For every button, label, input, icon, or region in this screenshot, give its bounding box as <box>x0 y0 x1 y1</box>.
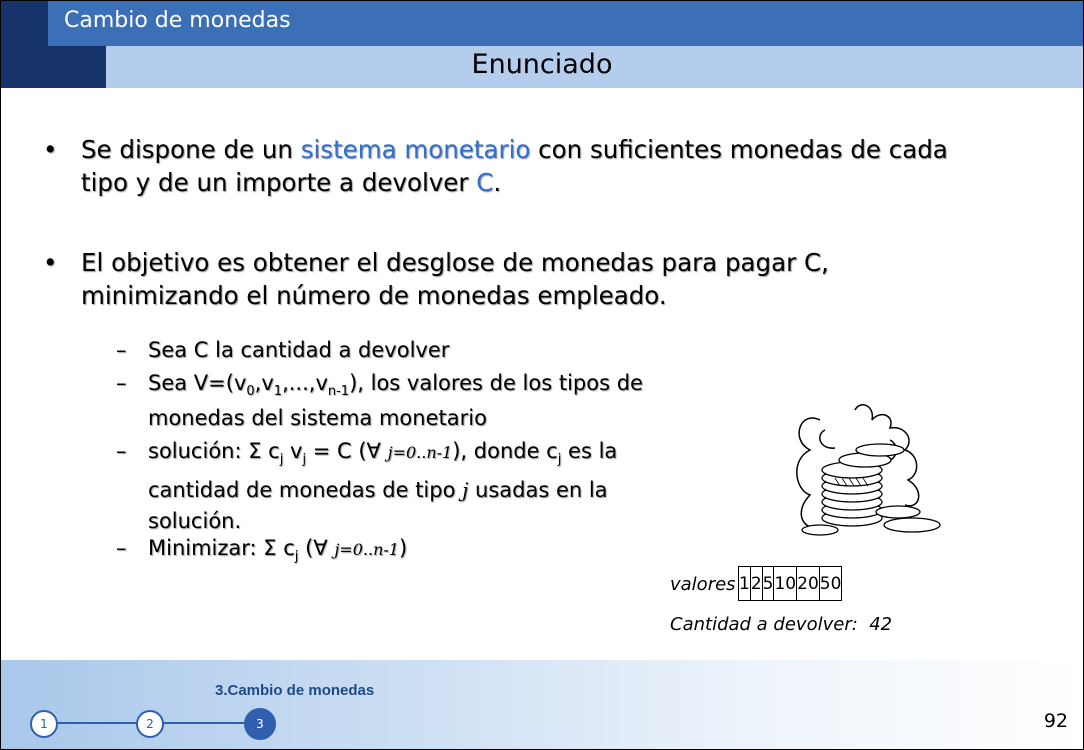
amount-value: 42 <box>869 614 893 635</box>
values-label: valores <box>670 574 736 595</box>
bullet-1: • Se dispone de un sistema monetario con suficientes monedas de cada tipo y de un importe a devolver C. <box>43 135 948 197</box>
bullet-dot: • <box>43 248 58 277</box>
section-label: 3.Cambio de monedas <box>215 682 375 699</box>
slide-title: Enunciado <box>471 49 613 80</box>
highlight-c: C <box>476 168 494 197</box>
subitem-1: – Sea C la cantidad a devolver <box>116 338 450 362</box>
value-cell: 2 <box>750 567 762 601</box>
subitem-3: – solución: Σ $c_j$ $v_j = C$ (∀ j=0..n-1), donde $c_j$ es la cantidad de monedas de tipo j usadas en la solución. <box>116 439 618 534</box>
value-cell: 5 <box>762 567 774 601</box>
subitem-2: – Sea $V=(v_0,v_1,...,v_{n-1})$, los valores de los tipos de monedas del sistema monetario <box>116 371 643 431</box>
step-3-button[interactable]: 3 <box>244 708 276 740</box>
coins-illustration <box>780 400 950 545</box>
highlight-sistema-monetario: sistema monetario <box>300 135 531 164</box>
step-1-button[interactable]: 1 <box>30 710 58 738</box>
footer-band <box>0 660 1084 750</box>
value-cell: 1 <box>739 567 751 601</box>
app-title: Cambio de monedas <box>64 8 291 33</box>
page-number: 92 <box>1043 710 1068 732</box>
bullet-dot: • <box>43 135 58 164</box>
amount-label: Cantidad a devolver: <box>670 614 858 635</box>
value-cell: 50 <box>819 567 842 601</box>
value-cell: 10 <box>774 567 797 601</box>
amount-to-return <box>670 614 892 635</box>
values-row <box>739 567 842 601</box>
values-table <box>738 566 842 601</box>
step-2-button[interactable]: 2 <box>136 710 164 738</box>
bullet-2: • El objetivo es obtener el desglose de monedas para pagar C, minimizando el número de monedas empleado. <box>43 248 829 310</box>
value-cell: 20 <box>797 567 820 601</box>
subitem-4: – Minimizar: Σ $c_j$ (∀ j=0..n-1) <box>116 536 408 565</box>
